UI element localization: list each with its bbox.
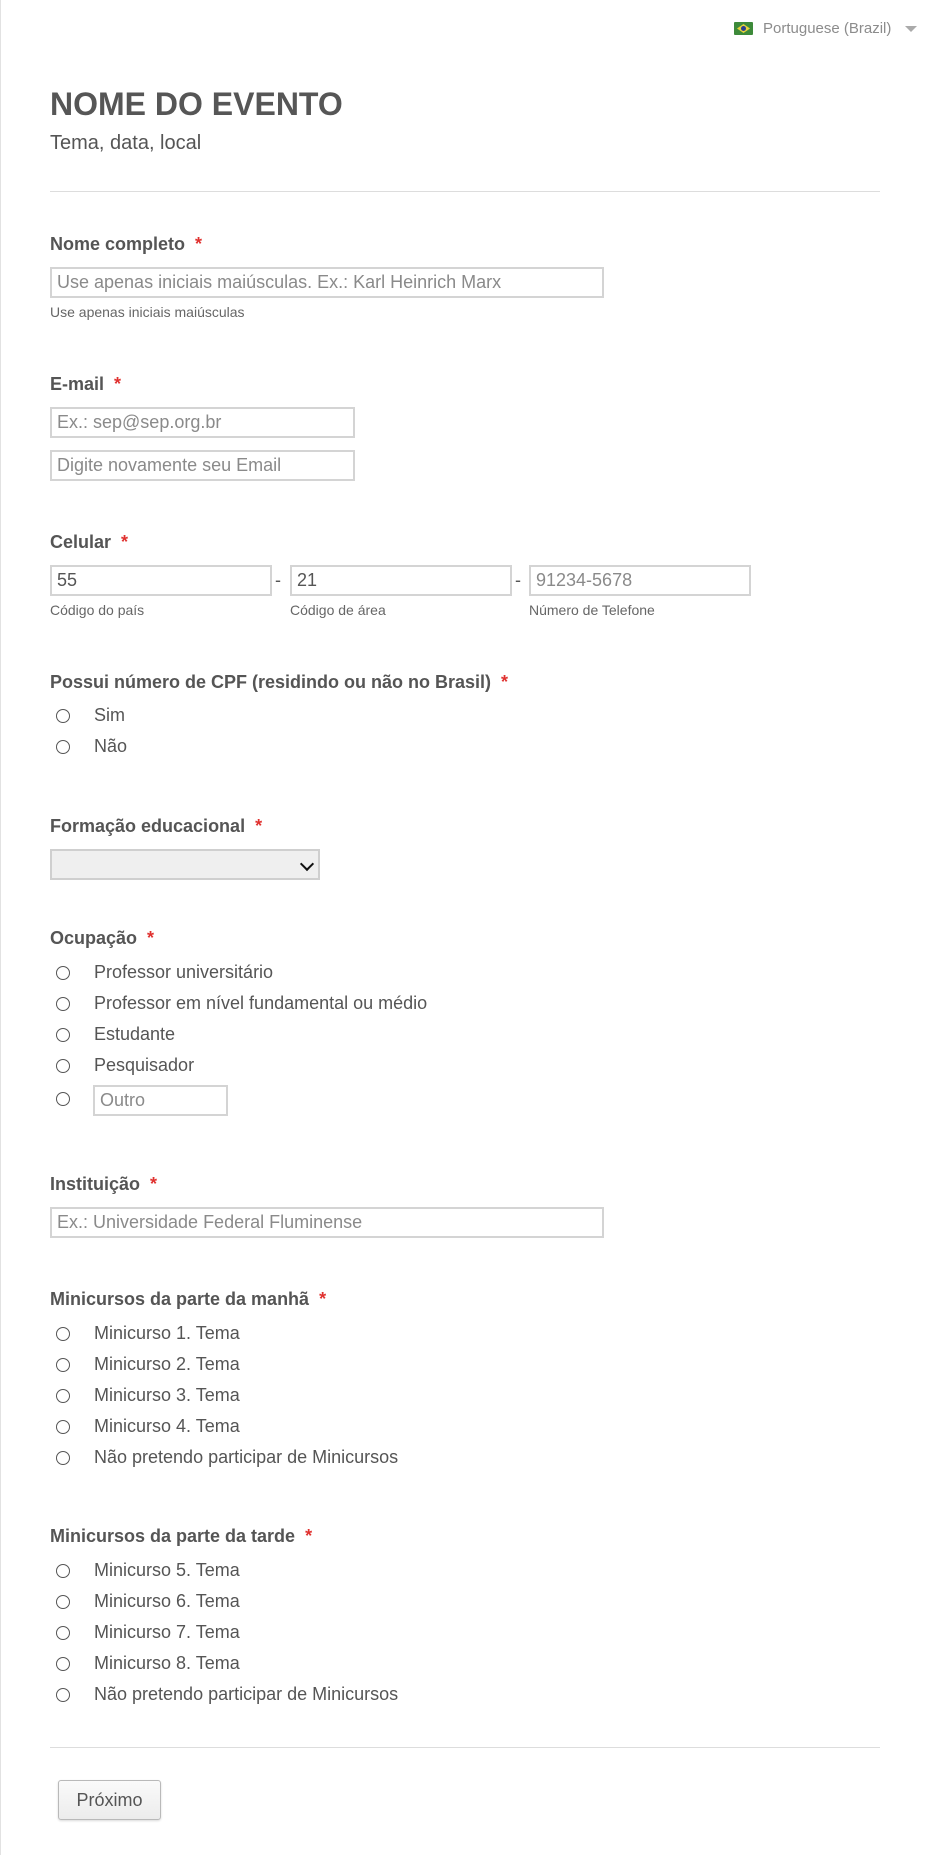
ocupacao-option-outro[interactable] bbox=[56, 1092, 94, 1106]
radio-button[interactable] bbox=[56, 740, 70, 754]
page-left-border bbox=[0, 0, 1, 1855]
celular-label bbox=[50, 532, 128, 553]
option-label: Minicurso 3. Tema bbox=[94, 1385, 240, 1405]
ocupacao-option-pesquisador[interactable] bbox=[56, 1055, 194, 1076]
radio-button[interactable] bbox=[56, 1028, 70, 1042]
header-divider bbox=[50, 191, 880, 192]
phone-separator: - bbox=[275, 570, 281, 590]
celular-label-text: Celular bbox=[50, 532, 112, 552]
option-label: Professor universitário bbox=[94, 962, 274, 982]
radio-button[interactable] bbox=[56, 709, 70, 723]
option-label: Minicurso 8. Tema bbox=[94, 1653, 240, 1673]
ocupacao-label-text: Ocupação bbox=[50, 928, 138, 948]
tarde-label bbox=[50, 1526, 312, 1547]
required-mark: * bbox=[195, 234, 203, 254]
nome-hint: Use apenas iniciais maiúsculas bbox=[50, 304, 245, 320]
tarde-option-none[interactable] bbox=[56, 1684, 398, 1705]
radio-button[interactable] bbox=[56, 997, 70, 1011]
tarde-label-text: Minicursos da parte da tarde bbox=[50, 1526, 296, 1546]
cpf-option-nao[interactable] bbox=[56, 736, 127, 757]
radio-button[interactable] bbox=[56, 1626, 70, 1640]
required-mark: * bbox=[501, 672, 509, 692]
footer-divider bbox=[50, 1747, 880, 1748]
tarde-option-6[interactable] bbox=[56, 1591, 240, 1612]
ocupacao-option-professor-universitario[interactable] bbox=[56, 962, 273, 983]
radio-button[interactable] bbox=[56, 1657, 70, 1671]
formacao-label-text: Formação educacional bbox=[50, 816, 246, 836]
cpf-option-sim[interactable] bbox=[56, 705, 125, 726]
required-mark: * bbox=[114, 374, 122, 394]
page-title: NOME DO EVENTO bbox=[50, 86, 343, 122]
option-label: Minicurso 2. Tema bbox=[94, 1354, 240, 1374]
formacao-label bbox=[50, 816, 262, 837]
area-code-hint: Código de área bbox=[290, 602, 386, 618]
area-code-input[interactable] bbox=[290, 565, 512, 596]
phone-number-hint: Número de Telefone bbox=[529, 602, 655, 618]
brazil-flag-icon bbox=[734, 22, 753, 35]
manha-option-2[interactable] bbox=[56, 1354, 240, 1375]
radio-button[interactable] bbox=[56, 1358, 70, 1372]
option-label: Estudante bbox=[94, 1024, 176, 1044]
option-label: Minicurso 4. Tema bbox=[94, 1416, 240, 1436]
ocupacao-label bbox=[50, 928, 154, 949]
option-label: Pesquisador bbox=[94, 1055, 195, 1075]
formacao-select[interactable] bbox=[50, 849, 320, 880]
manha-option-1[interactable] bbox=[56, 1323, 240, 1344]
option-label: Minicurso 6. Tema bbox=[94, 1591, 240, 1611]
language-selector[interactable] bbox=[734, 20, 917, 37]
radio-button[interactable] bbox=[56, 1059, 70, 1073]
instituicao-input[interactable] bbox=[50, 1207, 604, 1238]
email-confirm-input[interactable] bbox=[50, 450, 355, 481]
language-label: Portuguese (Brazil) bbox=[763, 20, 892, 37]
tarde-option-8[interactable] bbox=[56, 1653, 240, 1674]
manha-label bbox=[50, 1289, 326, 1310]
option-label: Não bbox=[94, 736, 128, 756]
ocupacao-other-input[interactable] bbox=[93, 1085, 228, 1116]
required-mark: * bbox=[150, 1174, 158, 1194]
cpf-label-text: Possui número de CPF (residindo ou não no Brasil) bbox=[50, 672, 492, 692]
email-label-text: E-mail bbox=[50, 374, 105, 394]
nome-input[interactable] bbox=[50, 267, 604, 298]
option-label: Minicurso 7. Tema bbox=[94, 1622, 240, 1642]
required-mark: * bbox=[121, 532, 129, 552]
email-label bbox=[50, 374, 121, 395]
radio-button[interactable] bbox=[56, 1451, 70, 1465]
radio-button[interactable] bbox=[56, 1327, 70, 1341]
phone-number-input[interactable] bbox=[529, 565, 751, 596]
required-mark: * bbox=[147, 928, 155, 948]
manha-option-3[interactable] bbox=[56, 1385, 240, 1406]
radio-button[interactable] bbox=[56, 1389, 70, 1403]
manha-option-none[interactable] bbox=[56, 1447, 398, 1468]
tarde-option-7[interactable] bbox=[56, 1622, 240, 1643]
radio-button[interactable] bbox=[56, 966, 70, 980]
option-label: Não pretendo participar de Minicursos bbox=[94, 1684, 399, 1704]
page-subtitle: Tema, data, local bbox=[50, 132, 202, 154]
required-mark: * bbox=[255, 816, 263, 836]
required-mark: * bbox=[319, 1289, 327, 1309]
radio-button[interactable] bbox=[56, 1595, 70, 1609]
tarde-option-5[interactable] bbox=[56, 1560, 240, 1581]
required-mark: * bbox=[305, 1526, 313, 1546]
option-label: Minicurso 1. Tema bbox=[94, 1323, 240, 1343]
radio-button[interactable] bbox=[56, 1420, 70, 1434]
instituicao-label-text: Instituição bbox=[50, 1174, 141, 1194]
email-input[interactable] bbox=[50, 407, 355, 438]
option-label: Professor em nível fundamental ou médio bbox=[94, 993, 428, 1013]
instituicao-label bbox=[50, 1174, 157, 1195]
cpf-label bbox=[50, 672, 508, 693]
radio-button[interactable] bbox=[56, 1564, 70, 1578]
radio-button[interactable] bbox=[56, 1688, 70, 1702]
ocupacao-option-estudante[interactable] bbox=[56, 1024, 175, 1045]
country-code-hint: Código do país bbox=[50, 602, 145, 618]
manha-label-text: Minicursos da parte da manhã bbox=[50, 1289, 310, 1309]
nome-label-text: Nome completo bbox=[50, 234, 186, 254]
option-label: Minicurso 5. Tema bbox=[94, 1560, 240, 1580]
phone-separator: - bbox=[515, 570, 521, 590]
chevron-down-icon bbox=[300, 857, 314, 871]
next-button[interactable]: Próximo bbox=[58, 1780, 161, 1820]
ocupacao-option-professor-fundamental[interactable] bbox=[56, 993, 427, 1014]
chevron-down-icon bbox=[905, 26, 917, 32]
option-label: Não pretendo participar de Minicursos bbox=[94, 1447, 399, 1467]
manha-option-4[interactable] bbox=[56, 1416, 240, 1437]
radio-button[interactable] bbox=[56, 1092, 70, 1106]
nome-label bbox=[50, 234, 202, 255]
option-label: Sim bbox=[94, 705, 125, 725]
country-code-input[interactable] bbox=[50, 565, 272, 596]
